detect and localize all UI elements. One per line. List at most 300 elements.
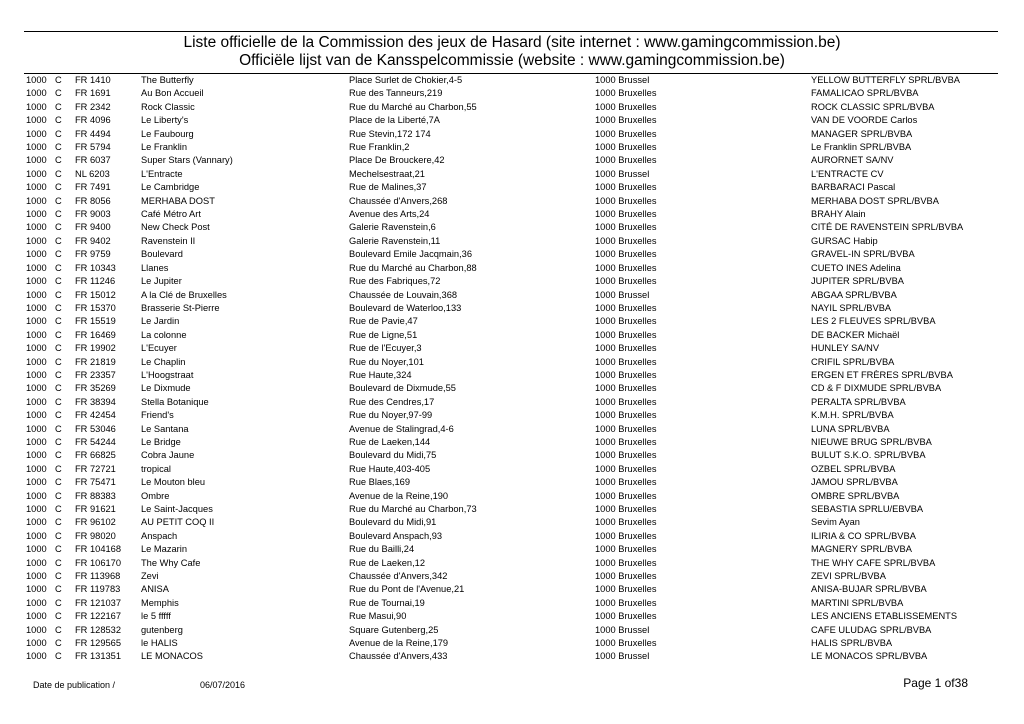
license-number: FR 9003 <box>75 209 111 220</box>
address: Rue des Cendres,17 <box>349 396 435 407</box>
postal-code: 1000 <box>26 611 47 622</box>
city: 1000 Bruxelles <box>595 517 657 528</box>
address: Rue de Laeken,12 <box>349 557 425 568</box>
establishment-name: Le Chaplin <box>141 356 186 367</box>
postal-code: 1000 <box>26 101 47 112</box>
table-row <box>0 208 1024 221</box>
establishment-name: Zevi <box>141 571 159 582</box>
category: C <box>55 75 62 85</box>
address: Chaussée de Louvain,368 <box>349 289 458 300</box>
postal-code: 1000 <box>26 557 47 568</box>
address: Rue de Laeken,144 <box>349 436 431 447</box>
postal-code: 1000 <box>26 651 47 662</box>
postal-code: 1000 <box>26 235 47 246</box>
establishment-name: Le Franklin <box>141 142 187 153</box>
establishment-name: New Check Post <box>141 222 210 233</box>
address: Rue du Noyer,97-99 <box>349 410 433 421</box>
establishment-name: tropical <box>141 463 171 474</box>
city: 1000 Bruxelles <box>595 463 657 474</box>
category: C <box>55 262 62 273</box>
address: Place De Brouckere,42 <box>349 155 445 166</box>
table-row <box>0 530 1024 543</box>
top-rule <box>24 31 998 32</box>
category: C <box>55 504 62 514</box>
operator: HUNLEY SA/NV <box>811 343 880 354</box>
city: 1000 Bruxelles <box>595 383 657 394</box>
postal-code: 1000 <box>26 584 47 595</box>
operator: K.M.H. SPRL/BVBA <box>811 410 894 421</box>
category: C <box>55 115 62 126</box>
address: Boulevard Anspach,93 <box>349 530 443 541</box>
postal-code: 1000 <box>26 262 47 273</box>
table-row <box>0 114 1024 127</box>
city: 1000 Bruxelles <box>595 638 657 649</box>
license-number: FR 91621 <box>75 504 116 514</box>
address: Chaussée d'Anvers,342 <box>349 571 448 582</box>
table-row <box>0 583 1024 596</box>
license-number: FR 15370 <box>75 302 116 313</box>
address: Rue de Pavie,47 <box>349 316 418 327</box>
license-number: FR 104168 <box>75 544 121 555</box>
license-number: FR 75471 <box>75 477 116 488</box>
establishment-name: L'Ecuyer <box>141 343 177 354</box>
establishment-name: Le Mouton bleu <box>141 477 206 488</box>
city: 1000 Bruxelles <box>595 142 657 153</box>
category: C <box>55 517 62 528</box>
license-number: FR 6037 <box>75 155 111 166</box>
establishment-name: L'Entracte <box>141 168 183 179</box>
address: Rue Franklin,2 <box>349 142 410 153</box>
address: Avenue des Arts,24 <box>349 209 430 220</box>
category: C <box>55 276 62 287</box>
establishment-name: Ravenstein II <box>141 235 196 246</box>
postal-code: 1000 <box>26 544 47 555</box>
operator: VAN DE VOORDE Carlos <box>811 115 918 126</box>
license-number: FR 9402 <box>75 235 111 246</box>
postal-code: 1000 <box>26 209 47 220</box>
address: Avenue de la Reine,190 <box>349 490 449 501</box>
city: 1000 Bruxelles <box>595 597 657 608</box>
operator: MAGNERY SPRL/BVBA <box>811 544 912 555</box>
postal-code: 1000 <box>26 436 47 447</box>
table-row <box>0 154 1024 167</box>
establishment-name: Stella Botanique <box>141 396 209 407</box>
table-row <box>0 516 1024 529</box>
establishment-name: ANISA <box>141 584 169 595</box>
city: 1000 Bruxelles <box>595 209 657 220</box>
category: C <box>55 410 62 421</box>
establishment-name: The Butterfly <box>141 75 194 85</box>
city: 1000 Bruxelles <box>595 477 657 488</box>
operator: YELLOW BUTTERFLY SPRL/BVBA <box>811 75 960 85</box>
address: Rue du Bailli,24 <box>349 544 415 555</box>
establishment-name: Super Stars (Vannary) <box>141 155 233 166</box>
address: Boulevard du Midi,91 <box>349 517 437 528</box>
table-row <box>0 87 1024 100</box>
category: C <box>55 423 62 434</box>
establishment-name: Brasserie St-Pierre <box>141 302 220 313</box>
city: 1000 Bruxelles <box>595 329 657 340</box>
establishment-name: LE MONACOS <box>141 651 203 662</box>
table-row <box>0 275 1024 288</box>
license-number: FR 10343 <box>75 262 116 273</box>
publication-date: 06/07/2016 <box>200 680 246 690</box>
license-number: FR 38394 <box>75 396 116 407</box>
city: 1000 Bruxelles <box>595 155 657 166</box>
operator: NIEUWE BRUG SPRL/BVBA <box>811 436 932 447</box>
establishment-name: Le Santana <box>141 423 189 434</box>
postal-code: 1000 <box>26 195 47 206</box>
postal-code: 1000 <box>26 356 47 367</box>
establishment-name: Cobra Jaune <box>141 450 195 461</box>
category: C <box>55 651 62 662</box>
address: Rue du Marché au Charbon,55 <box>349 101 477 112</box>
table-row <box>0 315 1024 328</box>
license-number: FR 4494 <box>75 128 111 139</box>
category: C <box>55 463 62 474</box>
establishment-name: Friend's <box>141 410 174 421</box>
category: C <box>55 450 62 461</box>
license-number: FR 4096 <box>75 115 111 126</box>
postal-code: 1000 <box>26 396 47 407</box>
city: 1000 Brussel <box>595 168 650 179</box>
establishment-name: Au Bon Accueil <box>141 88 204 99</box>
license-number: FR 19902 <box>75 343 116 354</box>
city: 1000 Bruxelles <box>595 584 657 595</box>
city: 1000 Bruxelles <box>595 450 657 461</box>
license-number: FR 98020 <box>75 530 116 541</box>
postal-code: 1000 <box>26 155 47 166</box>
address: Chaussée d'Anvers,433 <box>349 651 448 662</box>
license-number: FR 15012 <box>75 289 116 300</box>
table-row <box>0 624 1024 637</box>
category: C <box>55 101 62 112</box>
table-row <box>0 597 1024 610</box>
establishment-name: le HALIS <box>141 638 178 649</box>
address: Rue Blaes,169 <box>349 477 410 488</box>
city: 1000 Bruxelles <box>595 88 657 99</box>
category: C <box>55 343 62 354</box>
license-number: FR 72721 <box>75 463 116 474</box>
operator: LUNA SPRL/BVBA <box>811 423 890 434</box>
table-row <box>0 557 1024 570</box>
address: Rue de Tournai,19 <box>349 597 425 608</box>
license-number: FR 1410 <box>75 75 111 85</box>
postal-code: 1000 <box>26 423 47 434</box>
postal-code: 1000 <box>26 624 47 635</box>
address: Rue Haute,324 <box>349 369 412 380</box>
address: Galerie Ravenstein,6 <box>349 222 436 233</box>
license-number: FR 15519 <box>75 316 116 327</box>
city: 1000 Bruxelles <box>595 490 657 501</box>
city: 1000 Bruxelles <box>595 557 657 568</box>
category: C <box>55 383 62 394</box>
operator: LE MONACOS SPRL/BVBA <box>811 651 928 662</box>
table-row <box>0 396 1024 409</box>
category: C <box>55 182 62 193</box>
establishment-name: gutenberg <box>141 624 183 635</box>
city: 1000 Bruxelles <box>595 504 657 514</box>
city: 1000 Bruxelles <box>595 544 657 555</box>
table-row <box>0 449 1024 462</box>
address: Rue Haute,403-405 <box>349 463 431 474</box>
establishment-name: Le Cambridge <box>141 182 200 193</box>
address: Rue des Tanneurs,219 <box>349 88 443 99</box>
address: Avenue de Stalingrad,4-6 <box>349 423 454 434</box>
city: 1000 Bruxelles <box>595 262 657 273</box>
address: Boulevard Emile Jacqmain,36 <box>349 249 472 260</box>
city: 1000 Brussel <box>595 75 650 85</box>
operator: NAYIL SPRL/BVBA <box>811 302 892 313</box>
license-number: FR 8056 <box>75 195 111 206</box>
city: 1000 Brussel <box>595 651 650 662</box>
establishment-name: Le Dixmude <box>141 383 191 394</box>
address: Galerie Ravenstein,11 <box>349 235 441 246</box>
table-row <box>0 436 1024 449</box>
license-number: FR 129565 <box>75 638 121 649</box>
table-row <box>0 128 1024 141</box>
operator: SEBASTIA SPRLU/EBVBA <box>811 504 924 514</box>
establishment-name: Boulevard <box>141 249 183 260</box>
city: 1000 Bruxelles <box>595 369 657 380</box>
category: C <box>55 302 62 313</box>
city: 1000 Bruxelles <box>595 316 657 327</box>
category: C <box>55 490 62 501</box>
postal-code: 1000 <box>26 490 47 501</box>
license-number: FR 21819 <box>75 356 116 367</box>
address: Boulevard du Midi,75 <box>349 450 437 461</box>
city: 1000 Bruxelles <box>595 530 657 541</box>
postal-code: 1000 <box>26 182 47 193</box>
operator: DE BACKER Michaël <box>811 329 900 340</box>
category: C <box>55 168 62 179</box>
category: C <box>55 530 62 541</box>
operator: CRIFIL SPRL/BVBA <box>811 356 895 367</box>
table-row <box>0 423 1024 436</box>
category: C <box>55 557 62 568</box>
postal-code: 1000 <box>26 450 47 461</box>
establishment-name: Le Saint-Jacques <box>141 504 213 514</box>
city: 1000 Bruxelles <box>595 182 657 193</box>
postal-code: 1000 <box>26 88 47 99</box>
postal-code: 1000 <box>26 316 47 327</box>
operator: Le Franklin SPRL/BVBA <box>811 142 912 153</box>
address: Rue de Ligne,51 <box>349 329 418 340</box>
operator: ROCK CLASSIC SPRL/BVBA <box>811 101 935 112</box>
license-number: FR 23357 <box>75 369 116 380</box>
postal-code: 1000 <box>26 75 47 85</box>
operator: MARTINI SPRL/BVBA <box>811 597 904 608</box>
city: 1000 Bruxelles <box>595 101 657 112</box>
license-table <box>0 74 1024 664</box>
establishment-name: AU PETIT COQ II <box>141 517 215 528</box>
city: 1000 Bruxelles <box>595 571 657 582</box>
table-row <box>0 650 1024 663</box>
category: C <box>55 436 62 447</box>
address: Rue du Noyer,101 <box>349 356 424 367</box>
operator: MERHABA DOST SPRL/BVBA <box>811 195 939 206</box>
operator: CUETO INES Adelina <box>811 262 901 273</box>
operator: ANISA-BUJAR SPRL/BVBA <box>811 584 927 595</box>
license-number: FR 128532 <box>75 624 121 635</box>
category: C <box>55 638 62 649</box>
title-dutch: Officiële lijst van de Kansspelcommissie (website : www.gamingcommission.be) <box>239 52 785 69</box>
license-number: FR 35269 <box>75 383 116 394</box>
category: C <box>55 369 62 380</box>
operator: OMBRE SPRL/BVBA <box>811 490 900 501</box>
city: 1000 Bruxelles <box>595 115 657 126</box>
category: C <box>55 316 62 327</box>
postal-code: 1000 <box>26 276 47 287</box>
establishment-name: le 5 fffff <box>141 611 171 622</box>
address: Avenue de la Reine,179 <box>349 638 449 649</box>
postal-code: 1000 <box>26 517 47 528</box>
postal-code: 1000 <box>26 128 47 139</box>
table-row <box>0 637 1024 650</box>
license-number: FR 96102 <box>75 517 116 528</box>
table-row <box>0 490 1024 503</box>
city: 1000 Bruxelles <box>595 611 657 622</box>
postal-code: 1000 <box>26 142 47 153</box>
license-number: FR 122167 <box>75 611 121 622</box>
license-number: FR 106170 <box>75 557 121 568</box>
city: 1000 Bruxelles <box>595 343 657 354</box>
operator: ZEVI SPRL/BVBA <box>811 571 886 582</box>
category: C <box>55 624 62 635</box>
establishment-name: Le Liberty's <box>141 115 189 126</box>
table-row <box>0 181 1024 194</box>
operator: JAMOU SPRL/BVBA <box>811 477 898 488</box>
postal-code: 1000 <box>26 369 47 380</box>
license-number: FR 42454 <box>75 410 116 421</box>
table-row <box>0 329 1024 342</box>
address: Square Gutenberg,25 <box>349 624 439 635</box>
license-number: FR 1691 <box>75 88 111 99</box>
table-row <box>0 235 1024 248</box>
table-row <box>0 262 1024 275</box>
establishment-name: The Why Cafe <box>141 557 201 568</box>
table-row <box>0 476 1024 489</box>
table-row <box>0 101 1024 114</box>
postal-code: 1000 <box>26 302 47 313</box>
address: Rue des Fabriques,72 <box>349 276 441 287</box>
address: Place de la Liberté,7A <box>349 115 440 126</box>
postal-code: 1000 <box>26 383 47 394</box>
category: C <box>55 329 62 340</box>
postal-code: 1000 <box>26 168 47 179</box>
license-number: FR 9759 <box>75 249 111 260</box>
license-number: NL 6203 <box>75 168 110 179</box>
category: C <box>55 356 62 367</box>
category: C <box>55 584 62 595</box>
operator: JUPITER SPRL/BVBA <box>811 276 904 287</box>
license-number: FR 88383 <box>75 490 116 501</box>
title-french: Liste officielle de la Commission des jeux de Hasard (site internet : www.gamingcommission.be) <box>183 34 841 51</box>
table-row <box>0 543 1024 556</box>
operator: FAMALICAO SPRL/BVBA <box>811 88 919 99</box>
category: C <box>55 396 62 407</box>
table-row <box>0 289 1024 302</box>
license-number: FR 54244 <box>75 436 116 447</box>
city: 1000 Brussel <box>595 289 650 300</box>
city: 1000 Bruxelles <box>595 302 657 313</box>
category: C <box>55 544 62 555</box>
postal-code: 1000 <box>26 477 47 488</box>
category: C <box>55 571 62 582</box>
postal-code: 1000 <box>26 249 47 260</box>
city: 1000 Bruxelles <box>595 396 657 407</box>
table-row <box>0 610 1024 623</box>
operator: LES 2 FLEUVES SPRL/BVBA <box>811 316 936 327</box>
establishment-name: Le Jardin <box>141 316 180 327</box>
category: C <box>55 249 62 260</box>
city: 1000 Bruxelles <box>595 235 657 246</box>
operator: BULUT S.K.O. SPRL/BVBA <box>811 450 926 461</box>
establishment-name: Le Jupiter <box>141 276 182 287</box>
establishment-name: La colonne <box>141 329 187 340</box>
address: Rue du Pont de l'Avenue,21 <box>349 584 465 595</box>
address: Place Surlet de Chokier,4-5 <box>349 75 463 85</box>
license-number: FR 66825 <box>75 450 116 461</box>
category: C <box>55 155 62 166</box>
category: C <box>55 128 62 139</box>
postal-code: 1000 <box>26 597 47 608</box>
establishment-name: L'Hoogstraat <box>141 369 194 380</box>
postal-code: 1000 <box>26 343 47 354</box>
postal-code: 1000 <box>26 222 47 233</box>
postal-code: 1000 <box>26 329 47 340</box>
address: Rue Masui,90 <box>349 611 407 622</box>
category: C <box>55 477 62 488</box>
category: C <box>55 235 62 246</box>
address: Rue de l'Ecuyer,3 <box>349 343 422 354</box>
postal-code: 1000 <box>26 289 47 300</box>
postal-code: 1000 <box>26 638 47 649</box>
establishment-name: Le Bridge <box>141 436 181 447</box>
operator: L'ENTRACTE CV <box>811 168 884 179</box>
category: C <box>55 209 62 220</box>
address: Chaussée d'Anvers,268 <box>349 195 448 206</box>
category: C <box>55 289 62 300</box>
operator: PERALTA SPRL/BVBA <box>811 396 906 407</box>
table-row <box>0 302 1024 315</box>
operator: CAFE ULUDAG SPRL/BVBA <box>811 624 932 635</box>
category: C <box>55 611 62 622</box>
address: Rue Stevin,172 174 <box>349 128 431 139</box>
establishment-name: Memphis <box>141 597 179 608</box>
table-row <box>0 382 1024 395</box>
operator: OZBEL SPRL/BVBA <box>811 463 896 474</box>
license-number: FR 121037 <box>75 597 121 608</box>
operator: GRAVEL-IN SPRL/BVBA <box>811 249 915 260</box>
operator: ABGAA SPRL/BVBA <box>811 289 897 300</box>
table-row <box>0 463 1024 476</box>
category: C <box>55 222 62 233</box>
address: Rue du Marché au Charbon,73 <box>349 504 477 514</box>
postal-code: 1000 <box>26 463 47 474</box>
operator: ERGEN ET FRÈRES SPRL/BVBA <box>811 369 953 380</box>
license-number: FR 5794 <box>75 142 111 153</box>
establishment-name: A la Clé de Bruxelles <box>141 289 227 300</box>
establishment-name: Rock Classic <box>141 101 195 112</box>
table-row <box>0 248 1024 261</box>
address: Boulevard de Dixmude,55 <box>349 383 456 394</box>
category: C <box>55 88 62 99</box>
publication-label: Date de publication / <box>33 680 116 690</box>
city: 1000 Bruxelles <box>595 249 657 260</box>
address: Boulevard de Waterloo,133 <box>349 302 462 313</box>
operator: BARBARACI Pascal <box>811 182 896 193</box>
